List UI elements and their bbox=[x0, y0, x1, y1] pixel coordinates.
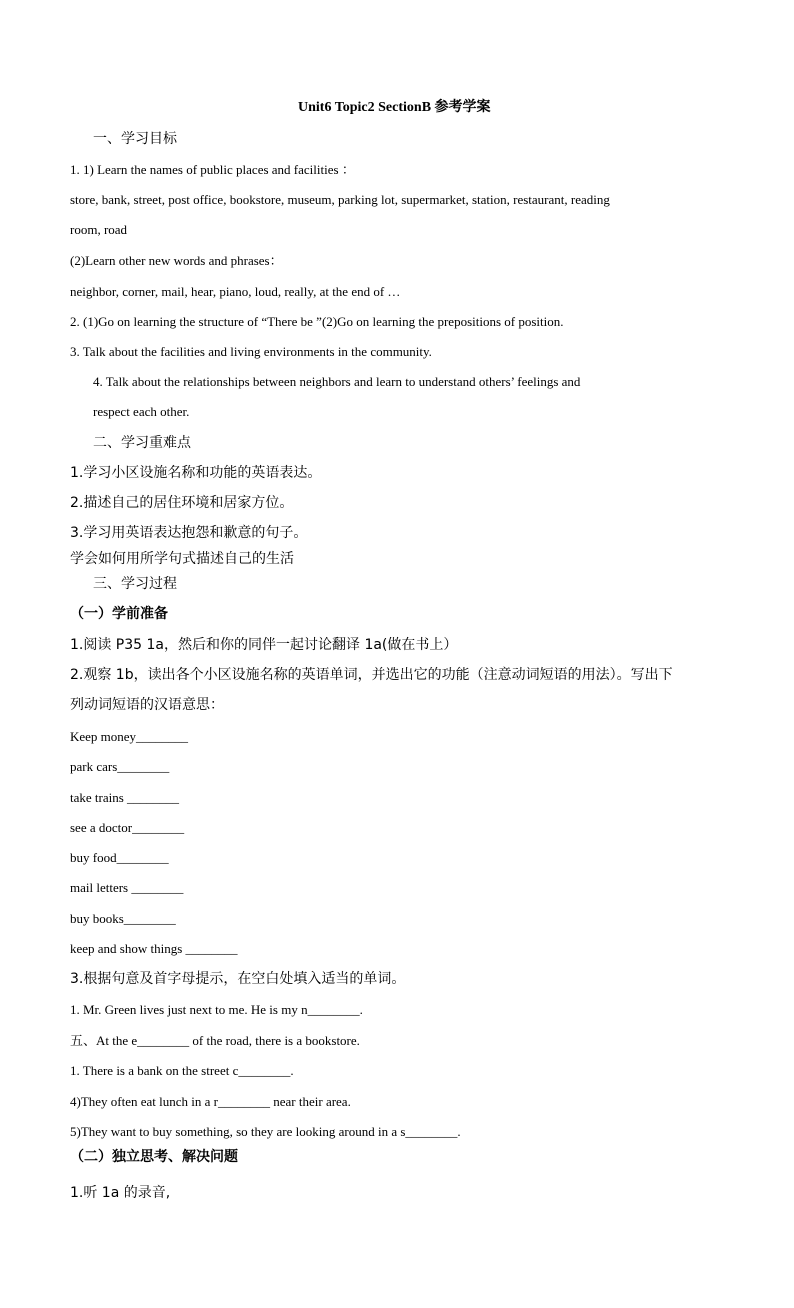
text-line: neighbor, corner, mail, hear, piano, loud, really, at the end of … bbox=[70, 284, 401, 299]
text-line: 2.观察 1b，读出各个小区设施名称的英语单词，并选出它的功能（注意动词短语的用法）。写出下 bbox=[70, 667, 673, 683]
section-heading-process: 三、学习过程 bbox=[93, 576, 177, 592]
text-line: 2. (1)Go on learning the structure of “There be ”(2)Go on learning the prepositions of position. bbox=[70, 314, 564, 329]
exercise-line: 1. There is a bank on the street c________. bbox=[70, 1063, 294, 1078]
exercise-line: 4)They often eat lunch in a r________ near their area. bbox=[70, 1094, 351, 1109]
exercise-line: Keep money________ bbox=[70, 729, 189, 744]
text-line: store, bank, street, post office, bookstore, museum, parking lot, supermarket, station, restaurant, reading bbox=[70, 192, 610, 207]
exercise-line: 1. Mr. Green lives just next to me. He is my n________. bbox=[70, 1002, 363, 1017]
text-line: 1.学习小区设施名称和功能的英语表达。 bbox=[70, 465, 322, 481]
section-heading-objectives: 一、学习目标 bbox=[93, 131, 177, 147]
text-line: 3. Talk about the facilities and living environments in the community. bbox=[70, 344, 432, 359]
text-line: (2)Learn other new words and phrases： bbox=[70, 253, 283, 268]
text-line: 3.学习用英语表达抱怨和歉意的句子。 bbox=[70, 525, 308, 541]
subsection-heading-preparation: （一）学前准备 bbox=[70, 606, 168, 622]
page-title: Unit6 Topic2 SectionB 参考学案 bbox=[298, 100, 491, 115]
text-line: 1. 1) Learn the names of public places and facilities ： bbox=[70, 162, 355, 177]
text-line: 1.阅读 P35 1a，然后和你的同伴一起讨论翻译 1a(做在书上） bbox=[70, 637, 458, 653]
exercise-line: 五、At the e________ of the road, there is a bookstore. bbox=[70, 1033, 360, 1048]
text-line: 学会如何用所学句式描述自己的生活 bbox=[70, 551, 294, 567]
text-line: respect each other. bbox=[93, 404, 190, 419]
text-line: 1.听 1a 的录音, bbox=[70, 1185, 171, 1201]
exercise-line: park cars________ bbox=[70, 759, 170, 774]
text-line: 列动词短语的汉语意思： bbox=[70, 697, 224, 713]
text-line: 3.根据句意及首字母提示，在空白处填入适当的单词。 bbox=[70, 971, 406, 987]
text-line: room, road bbox=[70, 222, 128, 237]
subsection-heading-independent-thinking: （二）独立思考、解决问题 bbox=[70, 1149, 238, 1165]
exercise-line: buy books________ bbox=[70, 911, 176, 926]
text-line: 4. Talk about the relationships between neighbors and learn to understand others’ feelings and bbox=[93, 374, 581, 389]
section-heading-key-points: 二、学习重难点 bbox=[93, 435, 191, 451]
exercise-line: take trains ________ bbox=[70, 790, 180, 805]
exercise-line: buy food________ bbox=[70, 850, 169, 865]
exercise-line: see a doctor________ bbox=[70, 820, 185, 835]
exercise-line: keep and show things ________ bbox=[70, 941, 238, 956]
text-line: 2.描述自己的居住环境和居家方位。 bbox=[70, 495, 294, 511]
exercise-line: mail letters ________ bbox=[70, 880, 184, 895]
exercise-line: 5)They want to buy something, so they are looking around in a s________. bbox=[70, 1124, 461, 1139]
